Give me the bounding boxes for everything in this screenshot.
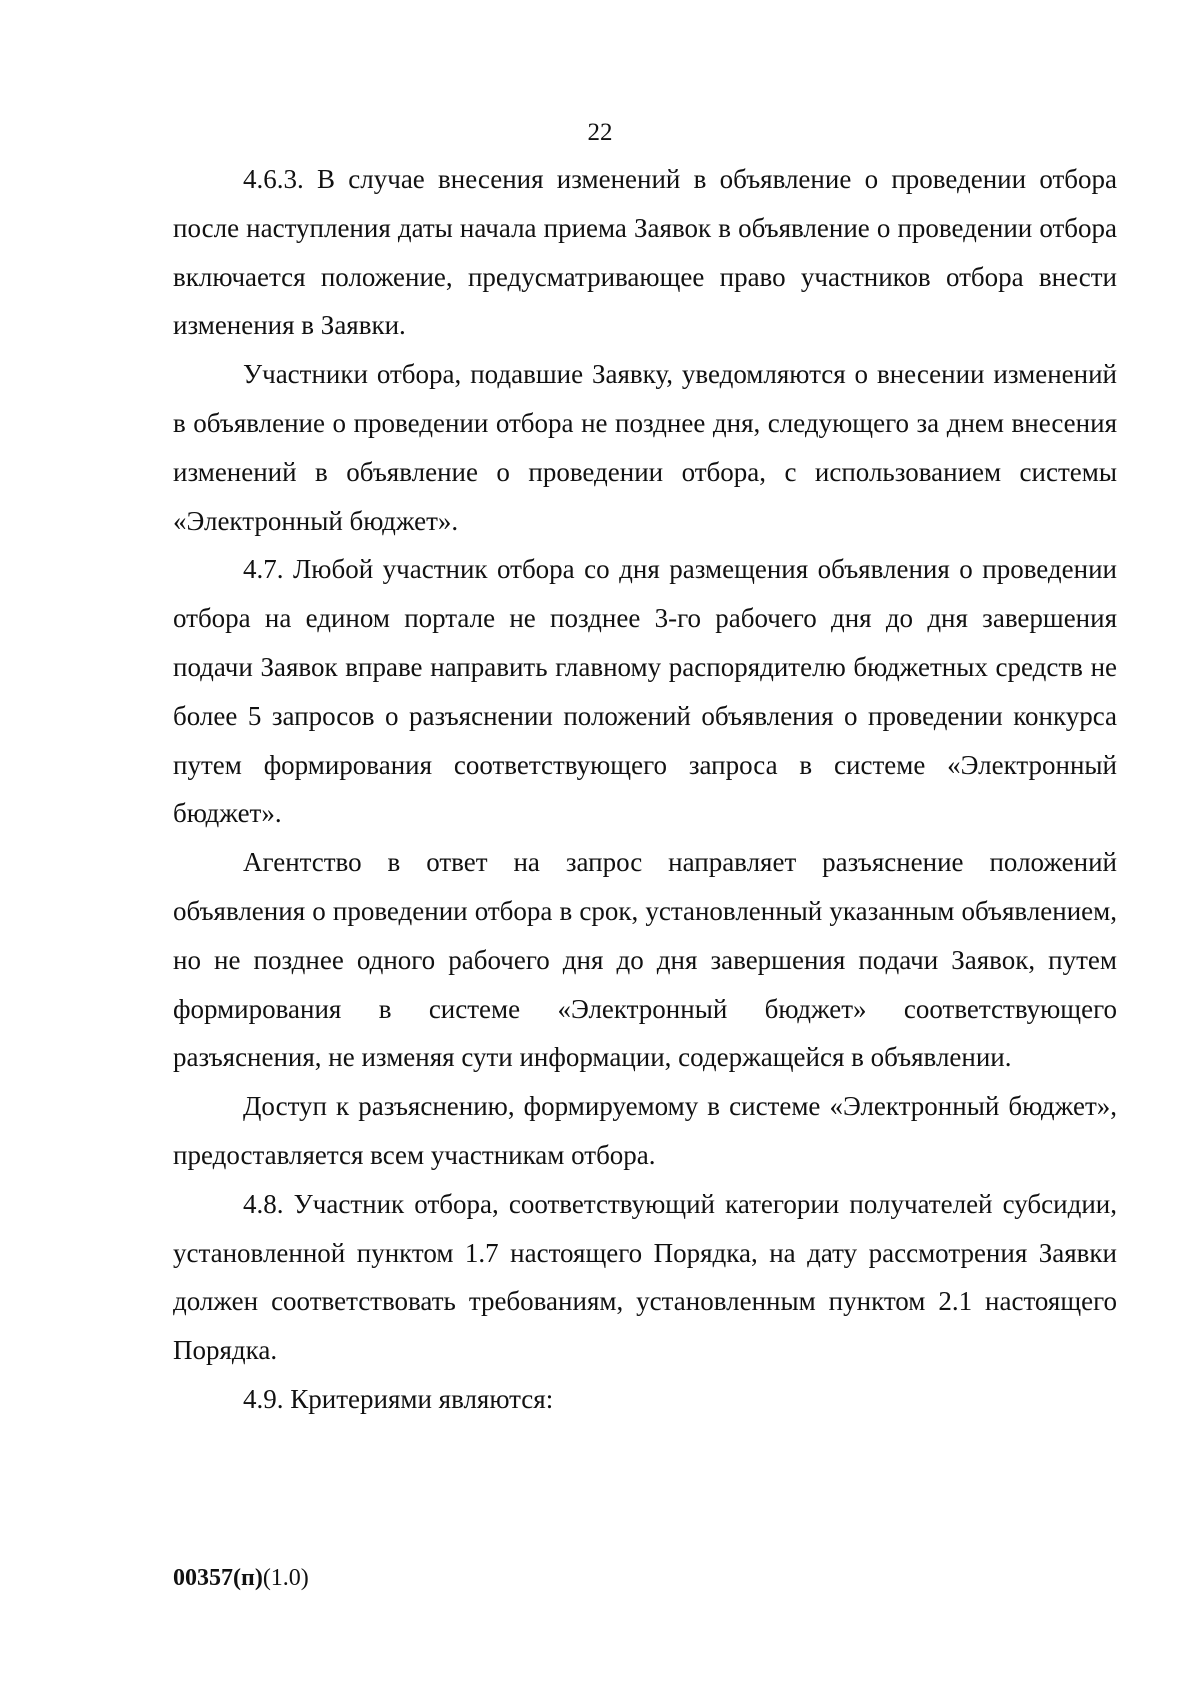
document-body [173, 155, 1117, 1424]
page-number: 22 [587, 119, 613, 146]
paragraph-agency-response: Агентство в ответ на запрос направляет разъяснение положений объявления о проведении отбора в срок, установленный указанным объявлением, но не позднее одного рабочего дня до дня завершения подачи Заявок, путем формирования в системе «Электронный бюджет» соответствующего разъяснения, не изменяя сути информации, содержащейся в объявлении. [173, 847, 1117, 1073]
paragraph-4-8: 4.8. Участник отбора, соответствующий категории получателей субсидии, установленной пунктом 1.7 настоящего Порядка, на дату рассмотрения Заявки должен соответствовать требованиям, установленным пунктом 2.1 настоящего Порядка. [173, 1188, 1117, 1366]
paragraph-4-6-3: 4.6.3. В случае внесения изменений в объявление о проведении отбора после наступления даты начала приема Заявок в объявление о проведении отбора включается положение, предусматривающее право участников отбора внести изменения в Заявки. [173, 164, 1117, 341]
document-code [173, 1563, 309, 1593]
document-code-bold: 00357(п) [173, 1565, 263, 1591]
paragraph-participants-notification: Участники отбора, подавшие Заявку, уведомляются о внесении изменений в объявление о проведении отбора не позднее дня, следующего за днем внесения изменений в объявление о проведении отбора, с использованием системы «Электронный бюджет». [173, 359, 1117, 536]
document-code-version: (1.0) [262, 1565, 309, 1591]
paragraph-4-9: 4.9. Критериями являются: [243, 1383, 554, 1414]
paragraph-4-7: 4.7. Любой участник отбора со дня размещения объявления о проведении отбора на едином портале не позднее 3-го рабочего дня до дня завершения подачи Заявок вправе направить главному распорядителю бюджетных средств не более 5 запросов о разъяснении положений объявления о проведении конкурса путем формирования соответствующего запроса в системе «Электронный бюджет». [173, 554, 1117, 829]
paragraph-access-clarification: Доступ к разъяснению, формируемому в системе «Электронный бюджет», предоставляется всем участникам отбора. [173, 1091, 1117, 1170]
